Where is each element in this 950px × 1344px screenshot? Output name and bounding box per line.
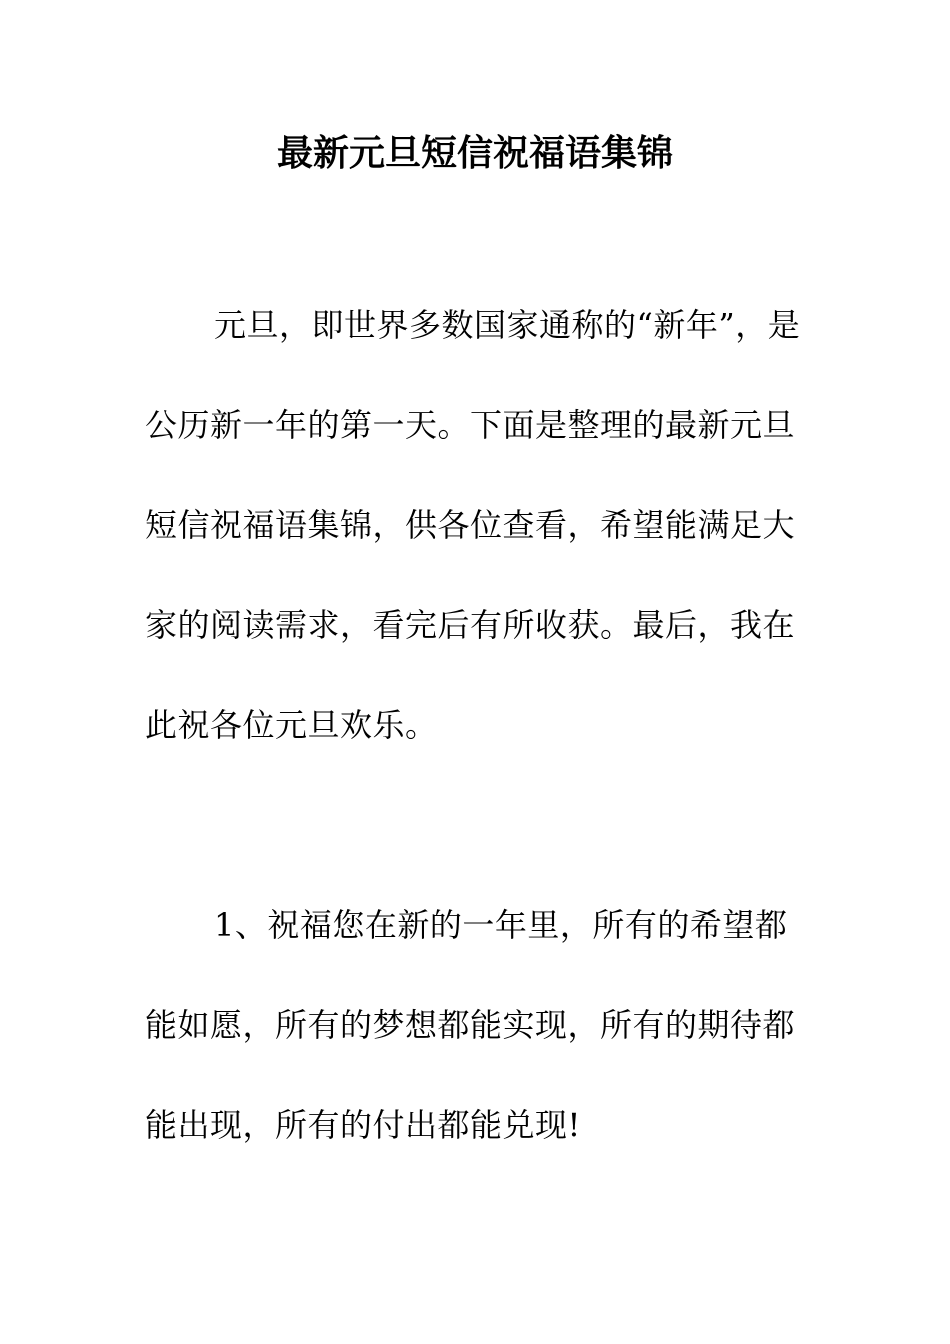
intro-paragraph: 元旦，即世界多数国家通称的“新年”，是公历新一年的第一天。下面是整理的最新元旦短信祝福语集锦，供各位查看，希望能满足大家的阅读需求，看完后有所收获。最后，我在此祝各位元旦欢乐。 [145,306,801,744]
document-title: 最新元旦短信祝福语集锦 [276,132,673,174]
greeting-paragraph-1: 1、祝福您在新的一年里，所有的希望都能如愿，所有的梦想都能实现，所有的期待都能出现，所有的付出都能兑现! [145,906,796,1144]
